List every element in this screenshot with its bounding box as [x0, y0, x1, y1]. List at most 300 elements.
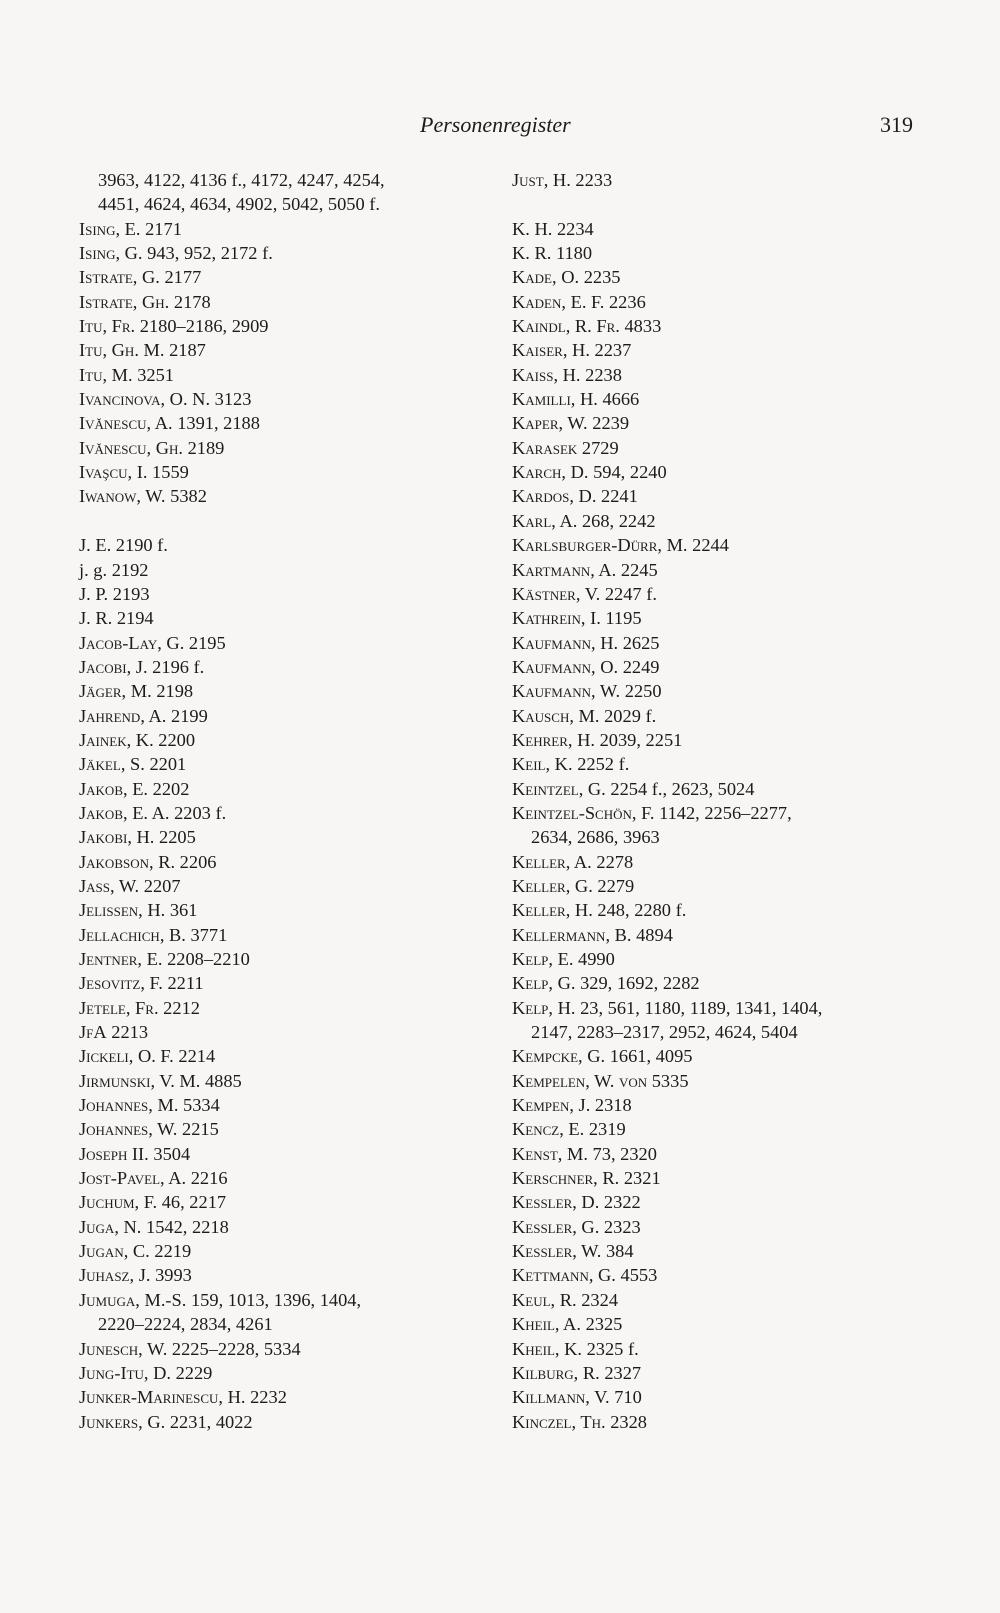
entry-name: Kelp, G. — [512, 973, 576, 994]
entry-name: Kaindl, R. Fr. — [512, 316, 620, 337]
index-entry — [512, 290, 932, 314]
index-entry-continuation — [79, 168, 479, 192]
entry-name: Itu, Fr. — [79, 316, 136, 337]
index-entry — [512, 655, 932, 679]
index-entry — [79, 1142, 479, 1166]
entry-references: 2625 — [622, 632, 660, 653]
index-entry — [512, 777, 932, 801]
entry-name: Killmann, V. — [512, 1387, 610, 1408]
entry-references: 2177 — [164, 267, 202, 288]
index-entry — [512, 363, 932, 387]
index-entry — [512, 1166, 932, 1190]
entry-name: Kehrer, H. — [512, 729, 595, 750]
entry-name: Juhasz, J. — [79, 1265, 151, 1286]
entry-name: Ivancinova, O. N. — [79, 389, 211, 410]
entry-name: Kilburg, R. — [512, 1362, 600, 1383]
index-entry — [79, 241, 479, 265]
entry-references: 2220–2224, 2834, 4261 — [98, 1314, 273, 1335]
entry-references: 2215 — [182, 1119, 219, 1140]
entry-references: 2029 f. — [604, 705, 657, 726]
index-entry — [512, 728, 932, 752]
entry-references: 4451, 4624, 4634, 4902, 5042, 5050 f. — [98, 194, 380, 215]
entry-name: Jakob, E. A. — [79, 802, 170, 823]
entry-name: Junkers, G. — [79, 1411, 166, 1432]
entry-name: Junker-Marinescu, H. — [79, 1387, 246, 1408]
entry-references: 5334 — [183, 1095, 220, 1116]
entry-name: Johannes, W. — [79, 1119, 178, 1140]
index-entry — [512, 1117, 932, 1141]
entry-name: Kelp, E. — [512, 949, 574, 969]
entry-name: Kessler, G. — [512, 1216, 600, 1237]
entry-references: 2214 — [178, 1046, 216, 1067]
entry-name: Karlsburger-Dürr, M. — [512, 535, 688, 556]
entry-references: 2039, 2251 — [599, 729, 683, 750]
letter-section-gap — [79, 509, 479, 533]
index-entry — [79, 338, 479, 362]
entry-name: Ivaşcu, I. — [79, 462, 148, 483]
entry-name: Juga, N. — [79, 1216, 142, 1237]
entry-references: 1661, 4095 — [609, 1046, 693, 1067]
entry-name: Kettmann, G. — [512, 1265, 616, 1286]
entry-name: Kessler, W. — [512, 1241, 602, 1262]
index-entry — [512, 679, 932, 703]
entry-name: Kinczel, Th. — [512, 1411, 606, 1432]
index-entry — [79, 1263, 479, 1287]
index-entry — [79, 533, 479, 557]
index-entry — [79, 1410, 479, 1434]
index-entry — [512, 460, 932, 484]
entry-references: 2212 — [163, 997, 200, 1018]
entry-references: 594, 2240 — [593, 462, 667, 483]
index-entry — [512, 533, 932, 557]
entry-references: 2205 — [159, 827, 196, 848]
entry-references: 4833 — [624, 316, 662, 337]
entry-name: Kencz, E. — [512, 1119, 585, 1140]
entry-name: Jung-Itu, D. — [79, 1362, 171, 1383]
index-entry — [512, 1069, 932, 1093]
index-entry — [79, 1117, 479, 1141]
index-entry — [512, 558, 932, 582]
index-entry — [512, 1288, 932, 1312]
entry-name: Kheil, K. — [512, 1338, 582, 1359]
entry-references: 2325 f. — [586, 1338, 639, 1359]
index-entry — [79, 631, 479, 655]
entry-references: 2233 — [575, 170, 613, 190]
index-entry — [79, 484, 479, 508]
entry-references: 329, 1692, 2282 — [580, 973, 700, 994]
entry-references: 2206 — [179, 851, 217, 872]
entry-name: Kheil, A. — [512, 1314, 581, 1335]
entry-name: Kathrein, I. — [512, 608, 601, 629]
index-entry — [79, 1069, 479, 1093]
entry-name: Kerschner, R. — [512, 1168, 620, 1189]
entry-name: Johannes, M. — [79, 1095, 179, 1116]
index-entry — [79, 728, 479, 752]
index-entry — [79, 314, 479, 338]
index-entry — [79, 825, 479, 849]
entry-name: Jellachich, B. — [79, 924, 186, 945]
index-entry — [79, 460, 479, 484]
index-entry — [79, 411, 479, 435]
entry-references: 2238 — [585, 364, 622, 385]
index-entry — [512, 850, 932, 874]
index-entry — [512, 241, 932, 265]
entry-name: Junesch, W. — [79, 1338, 168, 1359]
entry-name: Kade, O. — [512, 267, 580, 288]
index-entry — [512, 582, 932, 606]
entry-name: Karch, D. — [512, 462, 589, 483]
page-number: 319 — [880, 112, 913, 137]
index-entry — [512, 923, 932, 947]
index-entry — [512, 436, 932, 460]
index-entry — [79, 606, 479, 630]
index-entry — [512, 387, 932, 411]
index-entry — [79, 363, 479, 387]
index-entry — [79, 1215, 479, 1239]
entry-name: Jakobson, R. — [79, 851, 176, 872]
entry-name: Joseph II. — [79, 1143, 149, 1164]
index-entry-continuation — [512, 1020, 932, 1044]
entry-references: 4990 — [578, 949, 615, 969]
entry-references: 2319 — [588, 1119, 626, 1140]
entry-name: Itu, Gh. M. — [79, 340, 165, 361]
entry-name: Kempelen, W. von — [512, 1070, 648, 1091]
entry-name: Kausch, M. — [512, 705, 600, 726]
entry-references: 2193 — [112, 583, 150, 604]
entry-references: 2180–2186, 2909 — [139, 316, 269, 337]
index-entry — [512, 411, 932, 435]
entry-name: JfA — [79, 1022, 107, 1043]
index-entry — [512, 1239, 932, 1263]
entry-name: Jost-Pavel, A. — [79, 1168, 187, 1189]
entry-references: 2239 — [592, 413, 630, 434]
index-entry — [512, 1044, 932, 1068]
entry-name: Jakob, E. — [79, 778, 149, 799]
entry-references: 384 — [605, 1241, 634, 1262]
index-entry — [512, 314, 932, 338]
entry-references: 3123 — [214, 389, 252, 410]
entry-references: 710 — [614, 1387, 642, 1408]
entry-name: Itu, M. — [79, 364, 133, 385]
entry-references: 5335 — [651, 1070, 689, 1091]
entry-references: 3771 — [190, 924, 228, 945]
entry-name: Ivănescu, A. — [79, 413, 173, 434]
entry-references: 3504 — [153, 1143, 191, 1164]
entry-references: 3251 — [137, 364, 174, 385]
index-entry — [79, 1361, 479, 1385]
entry-references: 2213 — [111, 1022, 149, 1043]
entry-name: Kenst, M. — [512, 1143, 588, 1164]
entry-name: Kempcke, G. — [512, 1046, 606, 1067]
index-entry — [512, 265, 932, 289]
entry-name: Kaufmann, O. — [512, 656, 619, 677]
entry-name: Kaufmann, W. — [512, 681, 621, 702]
entry-references: 2200 — [158, 729, 196, 750]
entry-references: 1542, 2218 — [146, 1216, 229, 1237]
entry-references: 2189 — [187, 437, 225, 458]
entry-references: 248, 2280 f. — [597, 900, 687, 921]
entry-name: Jacobi, J. — [79, 656, 148, 677]
index-column-right — [512, 168, 932, 1434]
entry-references: 2327 — [604, 1362, 642, 1383]
entry-references: 1559 — [152, 462, 189, 483]
index-entry — [512, 1093, 932, 1117]
index-entry — [512, 1263, 932, 1287]
entry-name: Kaper, W. — [512, 413, 588, 434]
entry-name: Just, H. — [512, 170, 571, 190]
entry-name: Keul, R. — [512, 1289, 577, 1310]
index-entry — [79, 923, 479, 947]
index-entry — [79, 971, 479, 995]
entry-references: 2249 — [622, 656, 660, 677]
index-entry — [512, 1190, 932, 1214]
index-entry — [79, 436, 479, 460]
entry-references: 73, 2320 — [592, 1143, 657, 1164]
index-entry — [79, 947, 479, 971]
entry-references: 2279 — [597, 875, 635, 896]
entry-references: 2278 — [596, 851, 634, 872]
entry-references: 2225–2228, 5334 — [171, 1338, 301, 1359]
entry-name: J. R. — [79, 608, 113, 629]
index-entry — [79, 777, 479, 801]
entry-name: Keintzel, G. — [512, 778, 606, 799]
entry-references: 23, 561, 1180, 1189, 1341, 1404, — [580, 997, 823, 1018]
index-entry — [79, 265, 479, 289]
index-entry — [79, 874, 479, 898]
entry-references: 1142, 2256–2277, — [659, 802, 792, 823]
index-entry — [512, 1312, 932, 1336]
entry-references: 159, 1013, 1396, 1404, — [190, 1289, 362, 1310]
index-entry — [79, 996, 479, 1020]
entry-references: 5382 — [170, 486, 207, 507]
entry-references: 2195 — [188, 632, 226, 653]
entry-references: 2201 — [149, 754, 187, 775]
entry-name: Jickeli, O. F. — [79, 1046, 174, 1067]
entry-references: 2194 — [116, 608, 154, 629]
entry-name: Kellermann, B. — [512, 924, 632, 945]
entry-references: 2229 — [175, 1362, 213, 1383]
entry-name: Iwanow, W. — [79, 486, 166, 507]
index-entry — [79, 1385, 479, 1409]
index-entry — [512, 704, 932, 728]
entry-references: 268, 2242 — [581, 510, 656, 531]
entry-references: 2208–2210 — [167, 949, 250, 969]
entry-references: 2729 — [581, 437, 619, 458]
entry-references: 2247 f. — [604, 583, 657, 604]
entry-references: 2187 — [169, 340, 206, 361]
index-entry — [79, 1093, 479, 1117]
entry-name: Jelissen, H. — [79, 900, 166, 921]
index-entry — [512, 801, 932, 825]
entry-references: 2231, 4022 — [169, 1411, 253, 1432]
index-column-left — [79, 168, 479, 1434]
entry-name: Jumuga, M.-S. — [79, 1289, 187, 1310]
entry-references: 3993 — [155, 1265, 192, 1286]
entry-name: Jentner, E. — [79, 949, 163, 969]
index-entry — [512, 1385, 932, 1409]
entry-references: 2190 f. — [115, 535, 168, 556]
entry-references: 2328 — [610, 1411, 647, 1432]
index-entry — [512, 1361, 932, 1385]
index-entry — [512, 752, 932, 776]
entry-name: Istrate, G. — [79, 267, 160, 288]
entry-references: 2199 — [171, 705, 208, 726]
entry-references: 46, 2217 — [161, 1192, 227, 1213]
entry-references: 2236 — [608, 291, 646, 312]
entry-references: 2323 — [603, 1216, 641, 1237]
entry-name: Kessler, D. — [512, 1192, 600, 1213]
index-entry — [79, 1044, 479, 1068]
index-entry — [512, 947, 932, 971]
index-entry — [512, 168, 932, 192]
entry-name: Kaiss, H. — [512, 364, 581, 385]
entry-name: j. g. — [79, 559, 108, 580]
entry-references: 2207 — [143, 875, 181, 896]
entry-references: 2211 — [167, 973, 204, 994]
entry-references: 2252 f. — [577, 754, 630, 775]
index-entry — [79, 558, 479, 582]
entry-references: 2325 — [585, 1314, 623, 1335]
entry-name: K. H. — [512, 218, 553, 239]
entry-name: Jäkel, S. — [79, 754, 145, 775]
index-entry-continuation — [79, 192, 479, 216]
entry-name: Jacob-Lay, G. — [79, 632, 185, 653]
entry-name: Jakobi, H. — [79, 827, 155, 848]
index-entry — [512, 1410, 932, 1434]
letter-section-gap — [512, 192, 932, 216]
entry-name: Jainek, K. — [79, 729, 154, 750]
entry-name: Ising, E. — [79, 218, 141, 239]
entry-references: 2178 — [173, 291, 211, 312]
entry-name: Kardos, D. — [512, 486, 597, 507]
entry-references: 2198 — [156, 681, 194, 702]
index-entry — [79, 1337, 479, 1361]
entry-name: Jäger, M. — [79, 681, 152, 702]
entry-references: 2245 — [620, 559, 658, 580]
index-entry — [512, 898, 932, 922]
entry-name: Kelp, H. — [512, 997, 576, 1018]
entry-name: Karasek — [512, 437, 578, 458]
index-entry — [79, 1288, 479, 1312]
index-entry — [79, 1166, 479, 1190]
entry-name: K. R. — [512, 243, 552, 264]
entry-references: 2322 — [603, 1192, 641, 1213]
entry-references: 2171 — [145, 218, 182, 239]
entry-references: 2237 — [594, 340, 632, 361]
entry-name: Jesovitz, F. — [79, 973, 163, 994]
index-entry — [512, 484, 932, 508]
entry-references: 2241 — [601, 486, 638, 507]
index-entry — [79, 679, 479, 703]
entry-name: Keil, K. — [512, 754, 573, 775]
index-entry — [79, 1190, 479, 1214]
entry-name: Kamilli, H. — [512, 389, 598, 410]
entry-references: 1180 — [555, 243, 593, 264]
index-entry — [512, 217, 932, 241]
index-entry — [79, 752, 479, 776]
entry-name: Juchum, F. — [79, 1192, 158, 1213]
index-entry — [79, 850, 479, 874]
index-entry — [512, 1215, 932, 1239]
entry-name: Jahrend, A. — [79, 705, 167, 726]
entry-name: Kempen, J. — [512, 1095, 591, 1116]
entry-name: Jetele, Fr. — [79, 997, 159, 1018]
index-entry — [79, 290, 479, 314]
entry-references: 4666 — [602, 389, 640, 410]
entry-name: Kästner, V. — [512, 583, 601, 604]
entry-references: 3963, 4122, 4136 f., 4172, 4247, 4254, — [98, 170, 385, 190]
entry-references: 2254 f., 2623, 5024 — [610, 778, 755, 799]
entry-name: Jass, W. — [79, 875, 140, 896]
entry-references: 943, 952, 2172 f. — [147, 243, 273, 264]
entry-references: 2250 — [624, 681, 662, 702]
entry-name: Ising, G. — [79, 243, 143, 264]
entry-name: Istrate, Gh. — [79, 291, 170, 312]
entry-references: 2203 f. — [174, 802, 227, 823]
entry-references: 4885 — [204, 1070, 242, 1091]
index-entry — [79, 387, 479, 411]
entry-references: 2321 — [623, 1168, 661, 1189]
entry-name: Ivănescu, Gh. — [79, 437, 183, 458]
index-entry — [512, 338, 932, 362]
index-entry — [79, 704, 479, 728]
entry-references: 2318 — [594, 1095, 632, 1116]
index-entry — [79, 1020, 479, 1044]
index-entry-continuation — [512, 825, 932, 849]
entry-name: Keller, A. — [512, 851, 592, 872]
entry-references: 4553 — [620, 1265, 658, 1286]
entry-references: 2216 — [190, 1168, 228, 1189]
entry-references: 2192 — [111, 559, 149, 580]
entry-references: 2634, 2686, 3963 — [531, 827, 660, 848]
entry-references: 2232 — [250, 1387, 287, 1408]
index-entry — [512, 996, 932, 1020]
entry-references: 2234 — [556, 218, 594, 239]
entry-references: 1195 — [605, 608, 642, 629]
index-entry — [79, 217, 479, 241]
entry-references: 1391, 2188 — [177, 413, 260, 434]
entry-name: Jugan, C. — [79, 1241, 150, 1262]
index-entry — [512, 509, 932, 533]
index-entry — [79, 655, 479, 679]
entry-name: Jirmunski, V. M. — [79, 1070, 201, 1091]
entry-name: Keller, G. — [512, 875, 593, 896]
entry-references: 361 — [169, 900, 198, 921]
entry-name: Kaiser, H. — [512, 340, 590, 361]
running-header-title: Personenregister — [420, 112, 571, 137]
entry-references: 2196 f. — [152, 656, 205, 677]
index-entry — [512, 874, 932, 898]
entry-name: Kaufmann, H. — [512, 632, 619, 653]
entry-references: 2147, 2283–2317, 2952, 4624, 5404 — [531, 1022, 798, 1043]
entry-name: Karl, A. — [512, 510, 578, 531]
index-entry-continuation — [79, 1312, 479, 1336]
entry-references: 2244 — [692, 535, 729, 556]
entry-references: 2324 — [581, 1289, 619, 1310]
index-entry — [512, 1142, 932, 1166]
entry-name: Keller, H. — [512, 900, 593, 921]
index-entry — [512, 606, 932, 630]
index-entry — [512, 631, 932, 655]
entry-name: J. E. — [79, 535, 112, 556]
index-entry — [79, 801, 479, 825]
index-entry — [79, 582, 479, 606]
index-entry — [79, 1239, 479, 1263]
index-entry — [512, 971, 932, 995]
entry-name: Kartmann, A. — [512, 559, 617, 580]
entry-name: J. P. — [79, 583, 109, 604]
entry-name: Kaden, E. F. — [512, 291, 605, 312]
